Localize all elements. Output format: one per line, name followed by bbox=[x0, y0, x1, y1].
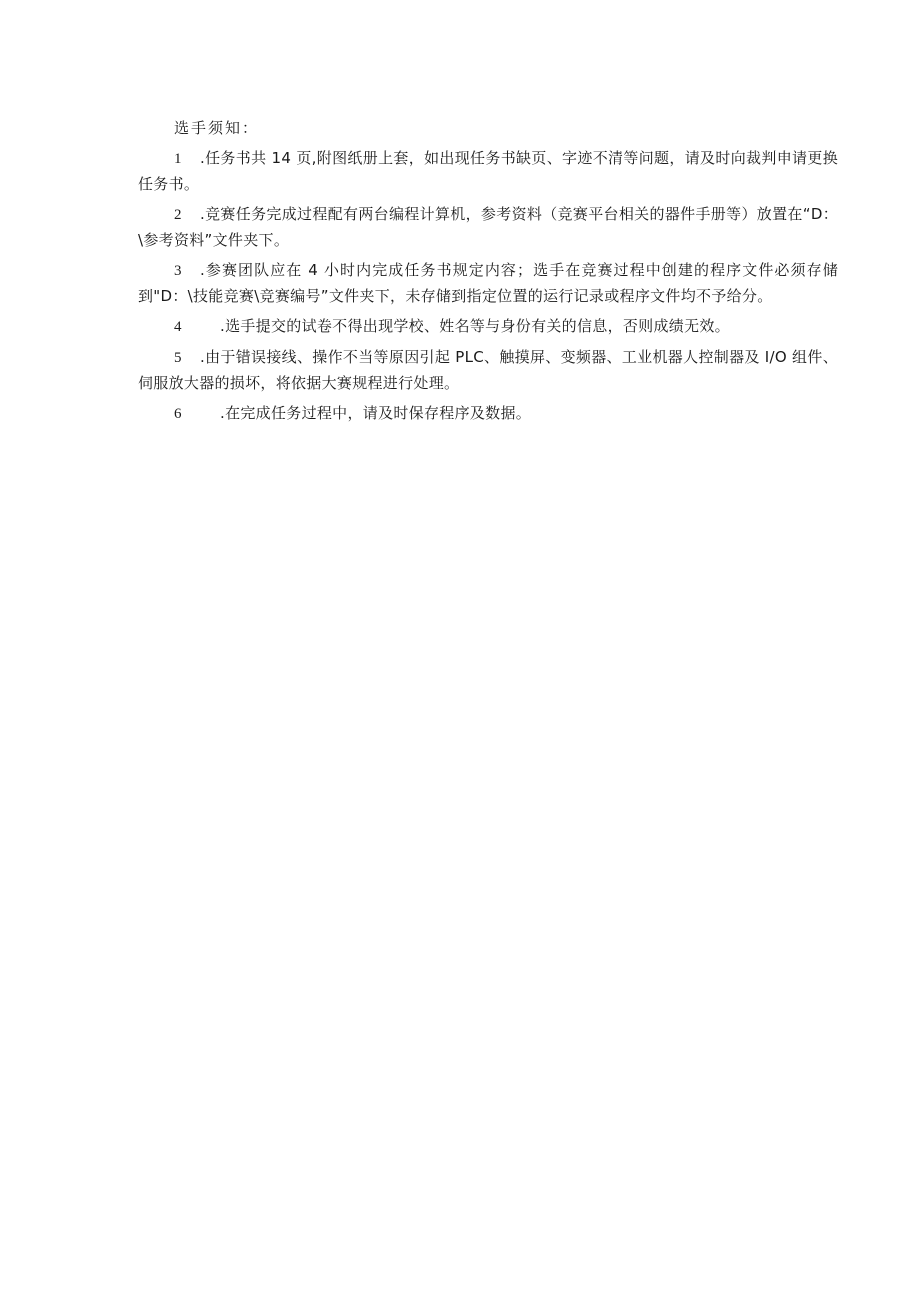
notice-item-5 bbox=[138, 345, 838, 396]
item-text: .选手提交的试卷不得出现学校、姓名等与身份有关的信息，否则成绩无效。 bbox=[220, 317, 730, 335]
item-number: 5 bbox=[174, 350, 182, 366]
item-number: 3 bbox=[174, 263, 182, 279]
notice-item-1 bbox=[138, 146, 838, 197]
item-text: .由于错误接线、操作不当等原因引起 PLC、触摸屏、变频器、工业机器人控制器及 I/O 组件、伺服放大器的损坏，将依据大赛规程进行处理。 bbox=[138, 348, 838, 392]
item-number: 2 bbox=[174, 207, 182, 223]
notice-item-3 bbox=[138, 258, 838, 309]
item-number: 4 bbox=[174, 319, 182, 335]
notice-item-2 bbox=[138, 202, 838, 253]
item-text: .竞赛任务完成过程配有两台编程计算机，参考资料（竞赛平台相关的器件手册等）放置在“D：\参考资料”文件夹下。 bbox=[138, 205, 838, 249]
item-text: .参赛团队应在 4 小时内完成任务书规定内容；选手在竞赛过程中创建的程序文件必须存储到"D：\技能竞赛\竞赛编号”文件夹下，未存储到指定位置的运行记录或程序文件均不予给分。 bbox=[138, 261, 838, 305]
notice-item-4 bbox=[138, 314, 838, 340]
notice-section bbox=[138, 116, 838, 432]
item-number: 1 bbox=[174, 151, 182, 167]
item-number: 6 bbox=[174, 406, 182, 422]
notice-heading: 选手须知： bbox=[174, 119, 260, 137]
item-text: .在完成任务过程中，请及时保存程序及数据。 bbox=[220, 404, 532, 422]
item-text: .任务书共 14 页,附图纸册上套，如出现任务书缺页、字迹不清等问题，请及时向裁判申请更换任务书。 bbox=[138, 149, 838, 193]
notice-item-6 bbox=[138, 401, 838, 427]
